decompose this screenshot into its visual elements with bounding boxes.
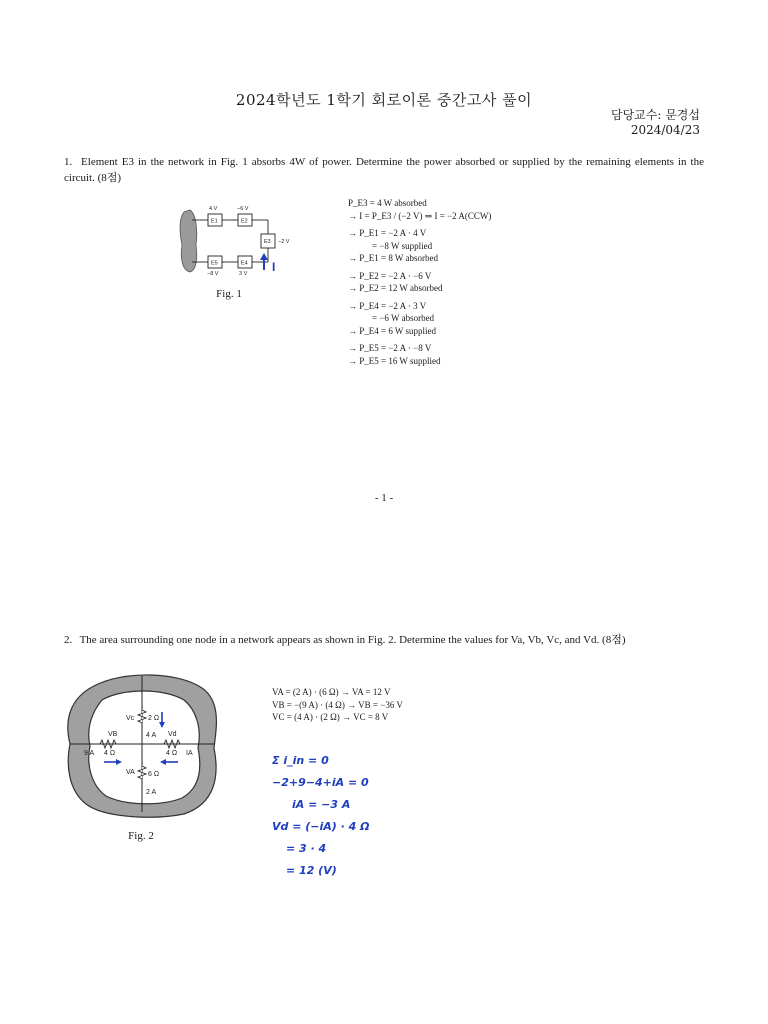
sol1-line-7: → P_E2 = 12 W absorbed bbox=[348, 283, 443, 293]
sol1-line-9: = −6 W absorbed bbox=[372, 313, 435, 323]
voltage-e3: −2 V bbox=[278, 239, 290, 245]
figure-1-circuit bbox=[176, 200, 296, 282]
question-1-number: 1. bbox=[64, 156, 73, 168]
question-2-number: 2. bbox=[64, 634, 73, 646]
page-title: 2024학년도 1학기 회로이론 중간고사 풀이 bbox=[235, 91, 533, 109]
figure-1-caption: Fig. 1 bbox=[216, 288, 242, 300]
sol1-line-6: → P_E2 = −2 A · −6 V bbox=[348, 270, 432, 281]
label-va: VA bbox=[126, 769, 135, 776]
label-e5: E5 bbox=[211, 260, 218, 267]
label-e4: E4 bbox=[241, 260, 248, 267]
label-i-mid: 4 A bbox=[146, 732, 157, 739]
sol1-line-8: → P_E4 = −2 A · 3 V bbox=[348, 300, 427, 311]
hand-line-3: iA = −3 A bbox=[292, 798, 351, 811]
sol1-line-5: → P_E1 = 8 W absorbed bbox=[348, 253, 438, 263]
question-1-solution bbox=[348, 197, 491, 367]
voltage-e5: −8 V bbox=[207, 271, 219, 277]
voltage-e1: 4 V bbox=[209, 206, 218, 212]
sol1-line-2: → I = P_E3 / (−2 V) ⇒ I = −2 A(CCW) bbox=[348, 210, 492, 221]
sol1-line-4: = −8 W supplied bbox=[372, 240, 433, 251]
question-1 bbox=[64, 154, 704, 186]
circuit-wires bbox=[192, 220, 268, 262]
hand-line-1: Σ i_in = 0 bbox=[272, 754, 329, 767]
sol2-line-2: VB = −(9 A) · (4 Ω) → VB = −36 V bbox=[272, 699, 403, 710]
professor-label: 담당교수: 문경섭 bbox=[610, 108, 700, 122]
label-i-bottom: 2 A bbox=[146, 789, 157, 796]
voltage-e4: 3 V bbox=[239, 271, 248, 277]
label-e3: E3 bbox=[264, 239, 271, 245]
sol2-line-1: VA = (2 A) · (6 Ω) → VA = 12 V bbox=[272, 687, 391, 697]
sol2-line-3: VC = (4 A) · (2 Ω) → VC = 8 V bbox=[272, 712, 389, 722]
current-label: I bbox=[272, 260, 276, 274]
hand-line-5: = 3 · 4 bbox=[286, 842, 327, 855]
sol1-line-1: P_E3 = 4 W absorbed bbox=[348, 198, 427, 208]
page-number: - 1 - bbox=[374, 492, 394, 504]
current-arrow bbox=[260, 253, 268, 270]
sol1-line-10: → P_E4 = 6 W supplied bbox=[348, 325, 436, 336]
question-1-text: Element E3 in the network in Fig. 1 absorbs 4W of power. Determine the power absorbed or supplied by the remaining elements in the circuit. (8점) bbox=[64, 156, 705, 184]
sol1-line-11: → P_E5 = −2 A · −8 V bbox=[348, 343, 432, 353]
label-vb: VB bbox=[108, 731, 118, 738]
resistor-top bbox=[138, 710, 146, 723]
sol1-line-12: → P_E5 = 16 W supplied bbox=[348, 355, 441, 366]
hand-line-6: = 12 (V) bbox=[286, 864, 337, 877]
question-2-text: The area surrounding one node in a network appears as shown in Fig. 2. Determine the values for Va, Vb, Vc, and Vd. (8점) bbox=[79, 634, 626, 646]
label-r-left: 4 Ω bbox=[104, 750, 116, 757]
label-r-bottom: 6 Ω bbox=[148, 771, 160, 778]
figure-2-caption: Fig. 2 bbox=[128, 830, 154, 842]
label-vd: Vd bbox=[168, 731, 177, 738]
label-i-left: 9 A bbox=[84, 750, 95, 757]
resistor-bottom bbox=[138, 766, 146, 779]
label-ia: IA bbox=[186, 750, 193, 757]
voltage-e2: −6 V bbox=[237, 206, 249, 212]
figure-2-node bbox=[64, 668, 224, 820]
question-2-solution bbox=[272, 686, 403, 724]
hand-line-2: −2+9−4+iA = 0 bbox=[272, 776, 369, 789]
label-r-top: 2 Ω bbox=[148, 715, 160, 722]
exam-date: 2024/04/23 bbox=[630, 123, 700, 137]
label-e2: E2 bbox=[241, 218, 248, 225]
label-e1: E1 bbox=[211, 218, 218, 225]
label-vc: Vc bbox=[126, 715, 135, 722]
network-blob bbox=[180, 210, 197, 272]
question-2 bbox=[64, 632, 704, 648]
hand-line-4: Vd = (−iA) · 4 Ω bbox=[272, 820, 370, 833]
handwritten-solution bbox=[272, 750, 370, 882]
label-r-right: 4 Ω bbox=[166, 750, 178, 757]
sol1-line-3: → P_E1 = −2 A · 4 V bbox=[348, 228, 427, 238]
